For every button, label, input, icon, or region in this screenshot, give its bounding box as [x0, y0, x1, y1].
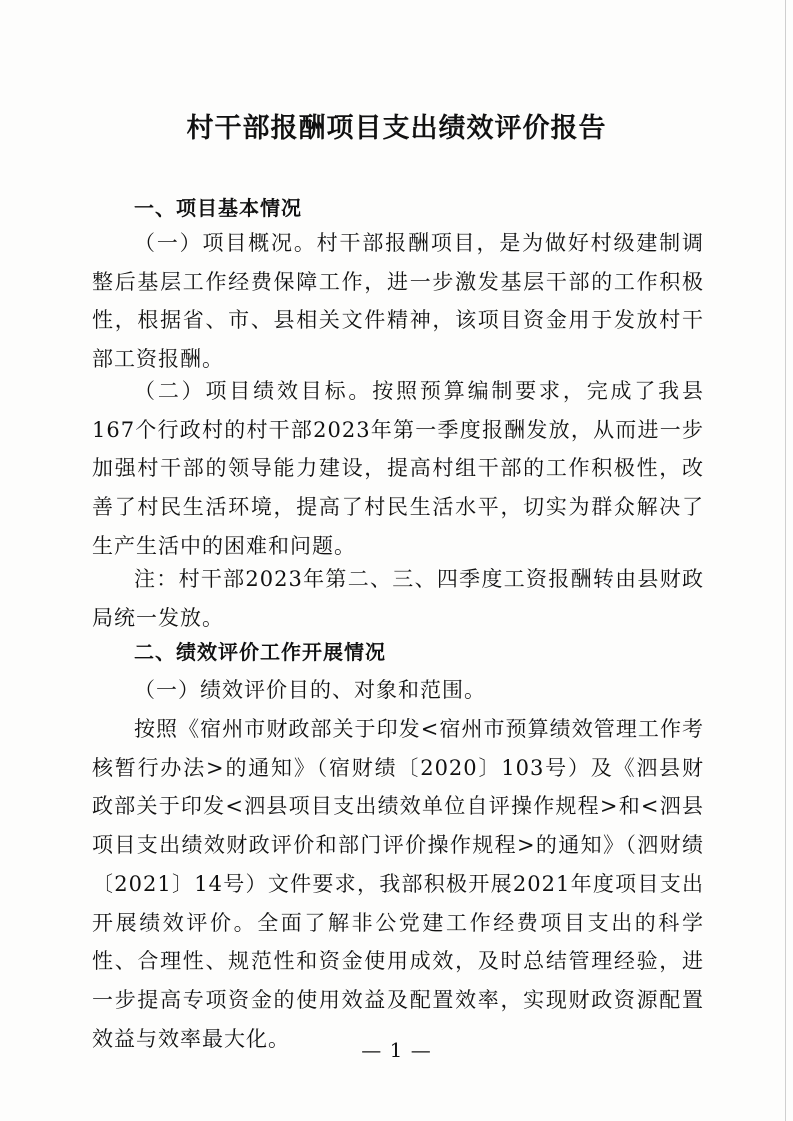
paragraph-project-overview: （一）项目概况。村干部报酬项目，是为做好村级建制调整后基层工作经费保障工作，进一步激发基层干部的工作积极性，根据省、市、县相关文件精神，该项目资金用于发放村干部工资报酬。	[92, 231, 704, 372]
document-title: 村干部报酬项目支出绩效评价报告	[186, 113, 607, 144]
section-heading-evaluation: 二、绩效评价工作开展情况	[134, 640, 386, 664]
section-heading-basic-info: 一、项目基本情况	[134, 196, 302, 220]
subheading-evaluation-purpose: （一）绩效评价目的、对象和范围。	[134, 678, 486, 702]
paragraph-performance-goal: （二）项目绩效目标。按照预算编制要求，完成了我县167个行政村的村干部2023年第一季度报酬发放，从而进一步加强村干部的领导能力建设，提高村组干部的工作积极性，改善了村民生活环境，提高了村民生活水平，切实为群众解决了生产生活中的困难和问题。	[92, 379, 704, 558]
paragraph-note: 注：村干部2023年第二、三、四季度工资报酬转由县财政局统一发放。	[92, 567, 704, 630]
page-number: — 1 —	[361, 1038, 432, 1062]
scan-edge-line	[785, 0, 786, 1121]
paragraph-evaluation-basis: 按照《宿州市财政部关于印发<宿州市预算绩效管理工作考核暂行办法>的通知》（宿财绩〔2020〕103号）及《泗县财政部关于印发<泗县项目支出绩效单位自评操作规程>和<泗县项目支出绩效财政评价和部门评价操作规程>的通知》（泗财绩〔2021〕14号）文件要求，我部积极开展2021年度项目支出开展绩效评价。全面了解非公党建工作经费项目支出的科学性、合理性、规范性和资金使用成效，及时总结管理经验，进一步提高专项资金的使用效益及配置效率，实现财政资源配置效益与效率最大化。	[92, 717, 704, 1051]
